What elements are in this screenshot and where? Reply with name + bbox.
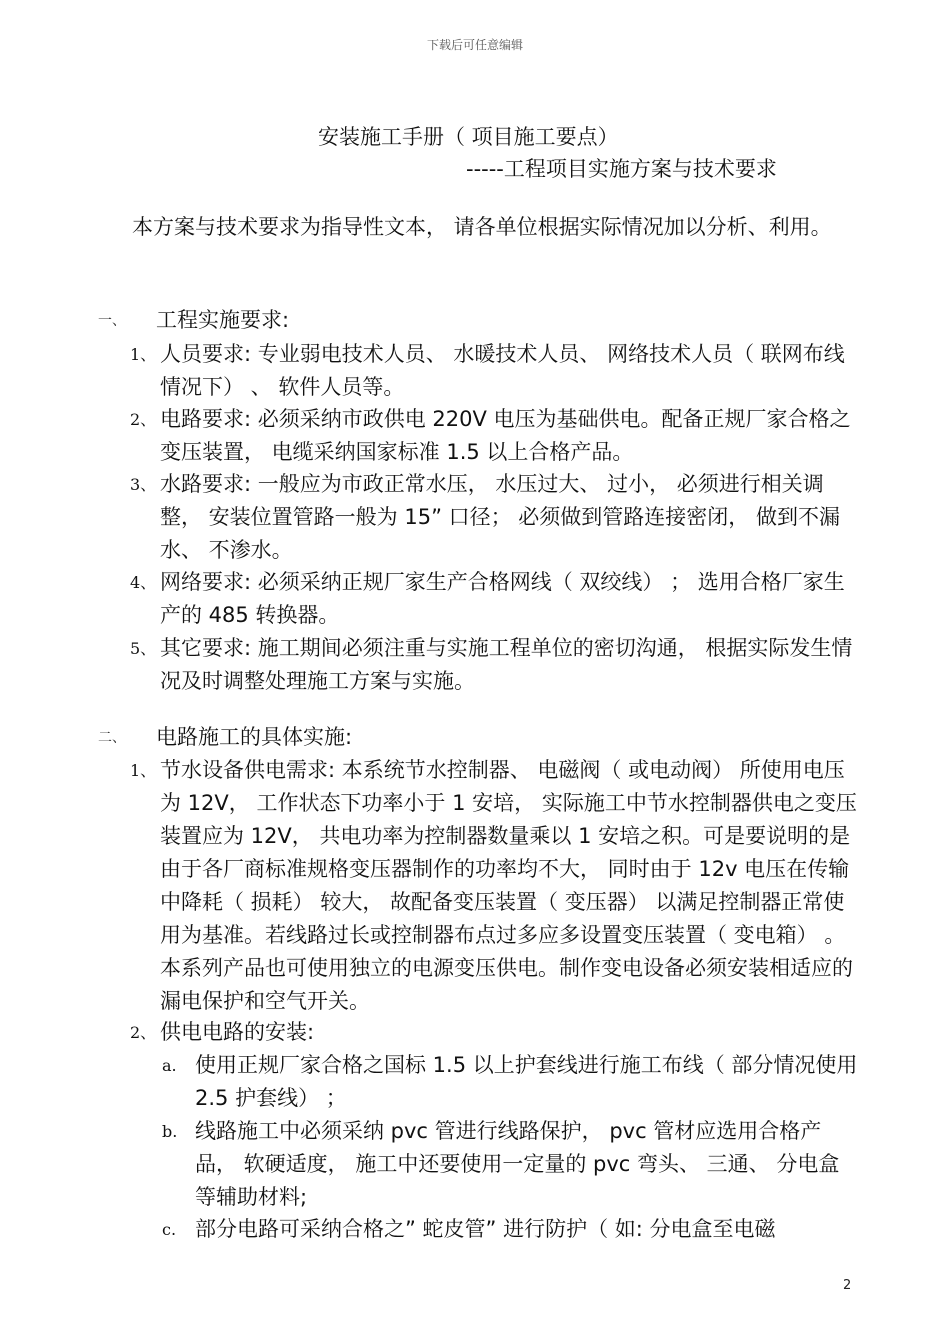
item-marker: 1、 (130, 345, 157, 364)
item-marker: 5、 (130, 639, 157, 658)
intro-paragraph (98, 211, 858, 244)
sub-list-item (162, 1049, 858, 1115)
item-text: 网络要求: 必须采纳正规厂家生产合格网线（ 双绞线） ； 选用合格厂家生产的 485 转换器。 (160, 570, 845, 627)
item-marker: 1、 (130, 761, 157, 780)
item-text: 节水设备供电需求: 本系统节水控制器、 电磁阀（ 或电动阀） 所使用电压为 12V， 工作状态下功率小于 1 安培， 实际施工中节水控制器供电之变压装置应为 12V， 共电功率为控制器数量乘以 1 安培之积。可是要说明的是由于各厂商标准规格变压器制作的功率均不大， 同时由于 12v 电压在传输中降耗（ 损耗） 较大， 故配备变压装置（ 变压器） 以满足控制器正常使用为基准。若线路过长或控制器布点过多应多设置变压装置（ 变电箱） 。本系列产品也可使用独立的电源变压供电。制作变电设备必须安装相适应的漏电保护和空气开关。 (160, 758, 857, 1013)
section-heading-2 (98, 721, 352, 754)
subitem-text: 部分电路可采纳合格之” 蛇皮管” 进行防护（ 如: 分电盒至电磁 (195, 1217, 776, 1241)
list-item (130, 403, 858, 469)
sub-list-item (162, 1213, 858, 1246)
subitem-text: 使用正规厂家合格之国标 1.5 以上护套线进行施工布线（ 部分情况使用 2.5 护套线） ； (195, 1053, 858, 1110)
item-text: 其它要求: 施工期间必须注重与实施工程单位的密切沟通， 根据实际发生情况及时调整处理施工方案与实施。 (160, 636, 853, 693)
section-heading-1 (98, 304, 289, 337)
section-title: 电路施工的具体实施: (156, 725, 353, 749)
page-header-note: 下载后可任意编辑 (426, 38, 523, 52)
list-item (130, 566, 858, 632)
list-item (130, 632, 858, 698)
section-number: 二、 (98, 730, 126, 746)
sub-list-item (162, 1115, 858, 1214)
item-text: 电路要求: 必须采纳市政供电 220V 电压为基础供电。配备正规厂家合格之变压装置， 电缆采纳国家标准 1.5 以上合格产品。 (160, 407, 851, 464)
item-marker: 4、 (130, 573, 157, 592)
document-subtitle: -----工程项目实施方案与技术要求 (466, 157, 777, 181)
item-marker: 2、 (130, 1023, 157, 1042)
item-text: 供电电路的安装: (160, 1020, 315, 1044)
list-item (130, 468, 858, 567)
document-title: 安装施工手册（ 项目施工要点） (318, 125, 619, 149)
subitem-text: 线路施工中必须采纳 pvc 管进行线路保护， pvc 管材应选用合格产品， 软硬适度， 施工中还要使用一定量的 pvc 弯头、 三通、 分电盒等辅助材料; (195, 1119, 840, 1209)
section-title: 工程实施要求: (156, 308, 290, 332)
subitem-marker: a. (162, 1056, 177, 1075)
subitem-marker: b. (162, 1122, 178, 1141)
item-marker: 2、 (130, 410, 157, 429)
page-number: 2 (843, 1278, 852, 1293)
list-item (130, 754, 858, 1018)
subitem-marker: c. (162, 1220, 177, 1239)
section-number: 一、 (98, 313, 126, 329)
item-text: 人员要求: 专业弱电技术人员、 水暖技术人员、 网络技术人员（ 联网布线情况下） 、 软件人员等。 (160, 342, 845, 399)
list-item (130, 338, 858, 404)
intro-text: 本方案与技术要求为指导性文本， 请各单位根据实际情况加以分析、利用。 (132, 215, 832, 239)
list-item (130, 1016, 858, 1049)
item-text: 水路要求: 一般应为市政正常水压， 水压过大、 过小， 必须进行相关调整， 安装位置管路一般为 15” 口径； 必须做到管路连接密闭， 做到不漏水、 不渗水。 (160, 472, 840, 562)
item-marker: 3、 (130, 475, 157, 494)
